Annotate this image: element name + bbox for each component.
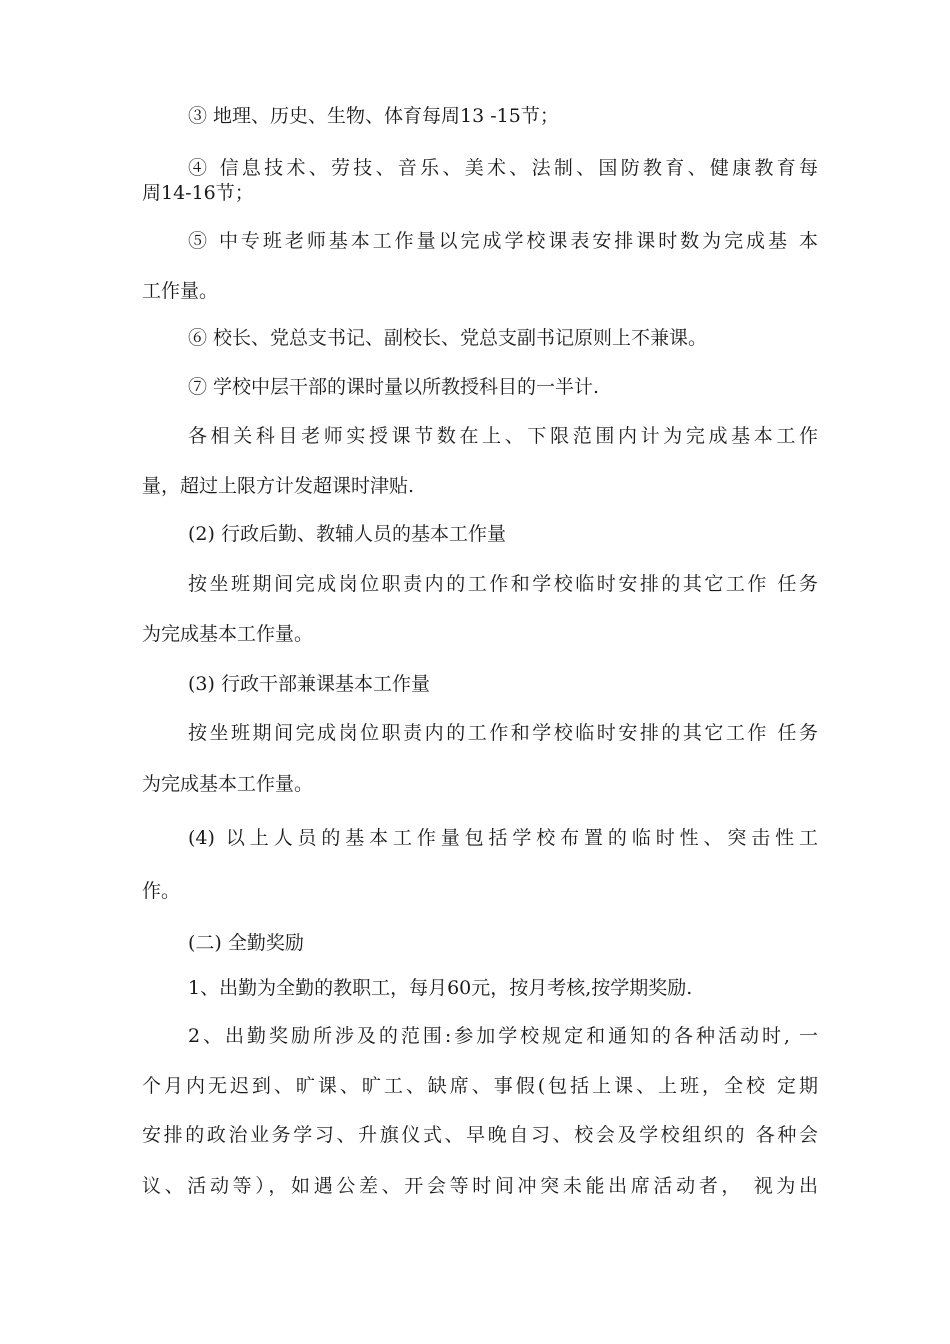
paragraph-line: 1、出勤为全勤的教职工，每月60元，按月考核,按学期奖励. (188, 977, 693, 999)
paragraph-line: 作。 (142, 880, 181, 902)
paragraph-line: 按坐班期间完成岗位职责内的工作和学校临时安排的其它工作 任务 (188, 573, 818, 595)
section-heading: (二) 全勤奖励 (188, 932, 304, 954)
paragraph-line: ④ 信息技术、劳技、音乐、美术、法制、国防教育、健康教育每 (188, 157, 818, 179)
paragraph-line: 按坐班期间完成岗位职责内的工作和学校临时安排的其它工作 任务 (188, 722, 818, 744)
paragraph-line: 为完成基本工作量。 (142, 623, 314, 645)
paragraph-line: 议、活动等），如遇公差、开会等时间冲突未能出席活动者， 视为出 (142, 1175, 818, 1197)
paragraph-line: ⑥ 校长、党总支书记、副校长、党总支副书记原则上不兼课。 (188, 327, 708, 349)
paragraph-line: (4) 以上人员的基本工作量包括学校布置的临时性、突击性工 (188, 827, 818, 849)
paragraph-line: 量，超过上限方计发超课时津贴. (142, 475, 415, 497)
section-heading: (2) 行政后勤、教辅人员的基本工作量 (188, 523, 506, 545)
paragraph-line: ⑦ 学校中层干部的课时量以所教授科目的一半计. (188, 376, 600, 398)
paragraph-line: ③ 地理、历史、生物、体育每周13 -15节； (188, 105, 559, 127)
paragraph-line: 各相关科目老师实授课节数在上、下限范围内计为完成基本工作 (188, 425, 818, 447)
paragraph-line: 工作量。 (142, 280, 219, 302)
paragraph-line: 个月内无迟到、旷课、旷工、缺席、事假(包括上课、上班，全校 定期 (142, 1075, 818, 1097)
paragraph-line: 周14-16节； (142, 182, 254, 204)
paragraph-line: 2、出勤奖励所涉及的范围:参加学校规定和通知的各种活动时, 一 (188, 1025, 818, 1047)
paragraph-line: 为完成基本工作量。 (142, 773, 314, 795)
paragraph-line: 安排的政治业务学习、升旗仪式、早晚自习、校会及学校组织的 各种会 (142, 1124, 818, 1146)
paragraph-line: ⑤ 中专班老师基本工作量以完成学校课表安排课时数为完成基 本 (188, 230, 818, 252)
section-heading: (3) 行政干部兼课基本工作量 (188, 673, 430, 695)
